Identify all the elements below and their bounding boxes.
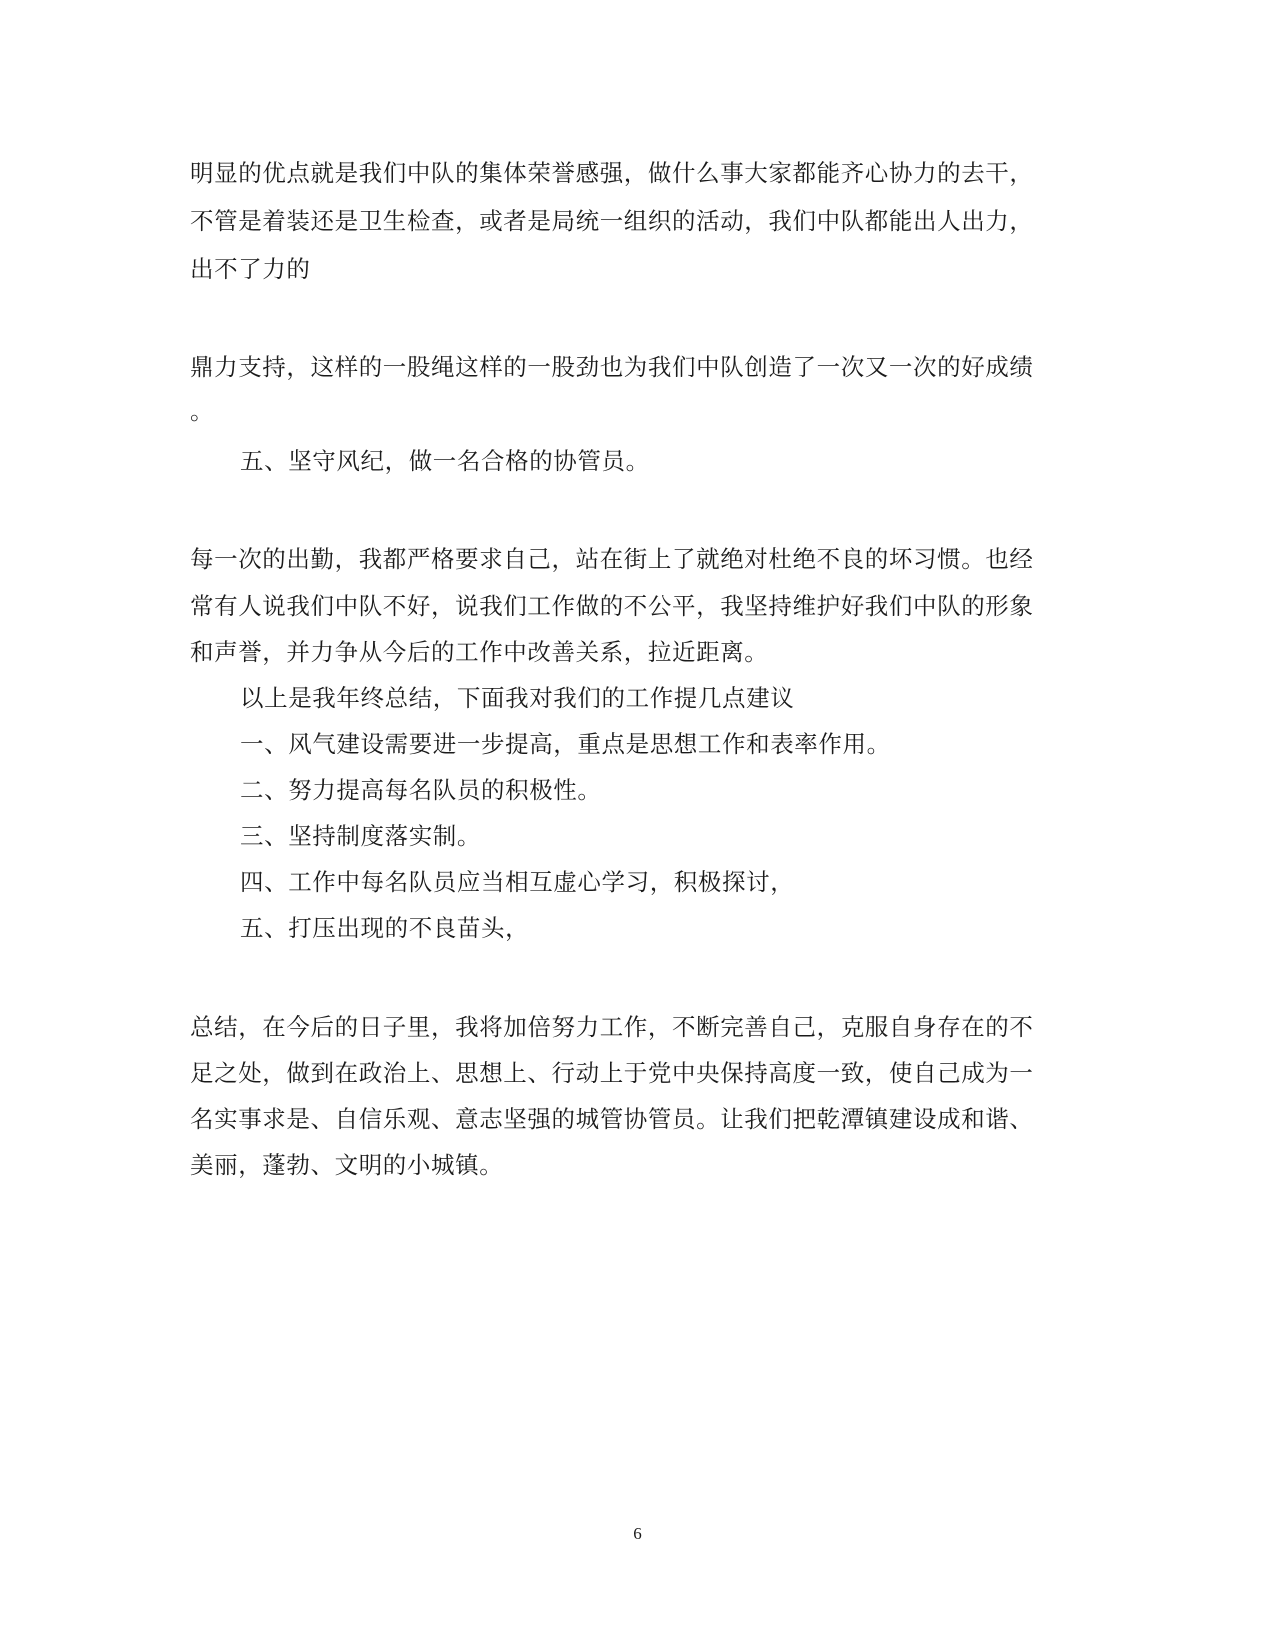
list-item: 一、风气建设需要进一步提高，重点是思想工作和表率作用。 <box>240 730 891 758</box>
body-line: 出不了力的 <box>190 255 311 283</box>
body-line: 每一次的出勤，我都严格要求自己，站在街上了就绝对杜绝不良的坏习惯。也经 <box>190 545 1034 573</box>
list-item: 二、努力提高每名队员的积极性。 <box>240 776 602 804</box>
list-item: 三、坚持制度落实制。 <box>240 822 481 850</box>
body-line: 常有人说我们中队不好，说我们工作做的不公平，我坚持维护好我们中队的形象 <box>190 592 1034 620</box>
list-item: 五、打压出现的不良苗头， <box>240 914 530 942</box>
body-line: 不管是着装还是卫生检查，或者是局统一组织的活动，我们中队都能出人出力， <box>190 207 1034 235</box>
body-line: 明显的优点就是我们中队的集体荣誉感强，做什么事大家都能齐心协力的去干， <box>190 159 1034 187</box>
body-line: 。 <box>190 397 215 425</box>
section-heading: 五、坚守风纪，做一名合格的协管员。 <box>240 447 650 475</box>
body-line: 鼎力支持，这样的一股绳这样的一股劲也为我们中队创造了一次又一次的好成绩 <box>190 353 1034 381</box>
body-line: 足之处，做到在政治上、思想上、行动上于党中央保持高度一致，使自己成为一 <box>190 1059 1034 1087</box>
page-number: 6 <box>633 1524 642 1543</box>
body-line: 以上是我年终总结，下面我对我们的工作提几点建议 <box>240 684 795 712</box>
body-line: 名实事求是、自信乐观、意志坚强的城管协管员。让我们把乾潭镇建设成和谐、 <box>190 1105 1034 1133</box>
body-line: 总结，在今后的日子里，我将加倍努力工作，不断完善自己，克服自身存在的不 <box>190 1013 1034 1041</box>
body-line: 美丽，蓬勃、文明的小城镇。 <box>190 1151 504 1179</box>
body-line: 和声誉，并力争从今后的工作中改善关系，拉近距离。 <box>190 638 769 666</box>
list-item: 四、工作中每名队员应当相互虚心学习，积极探讨， <box>240 868 795 896</box>
